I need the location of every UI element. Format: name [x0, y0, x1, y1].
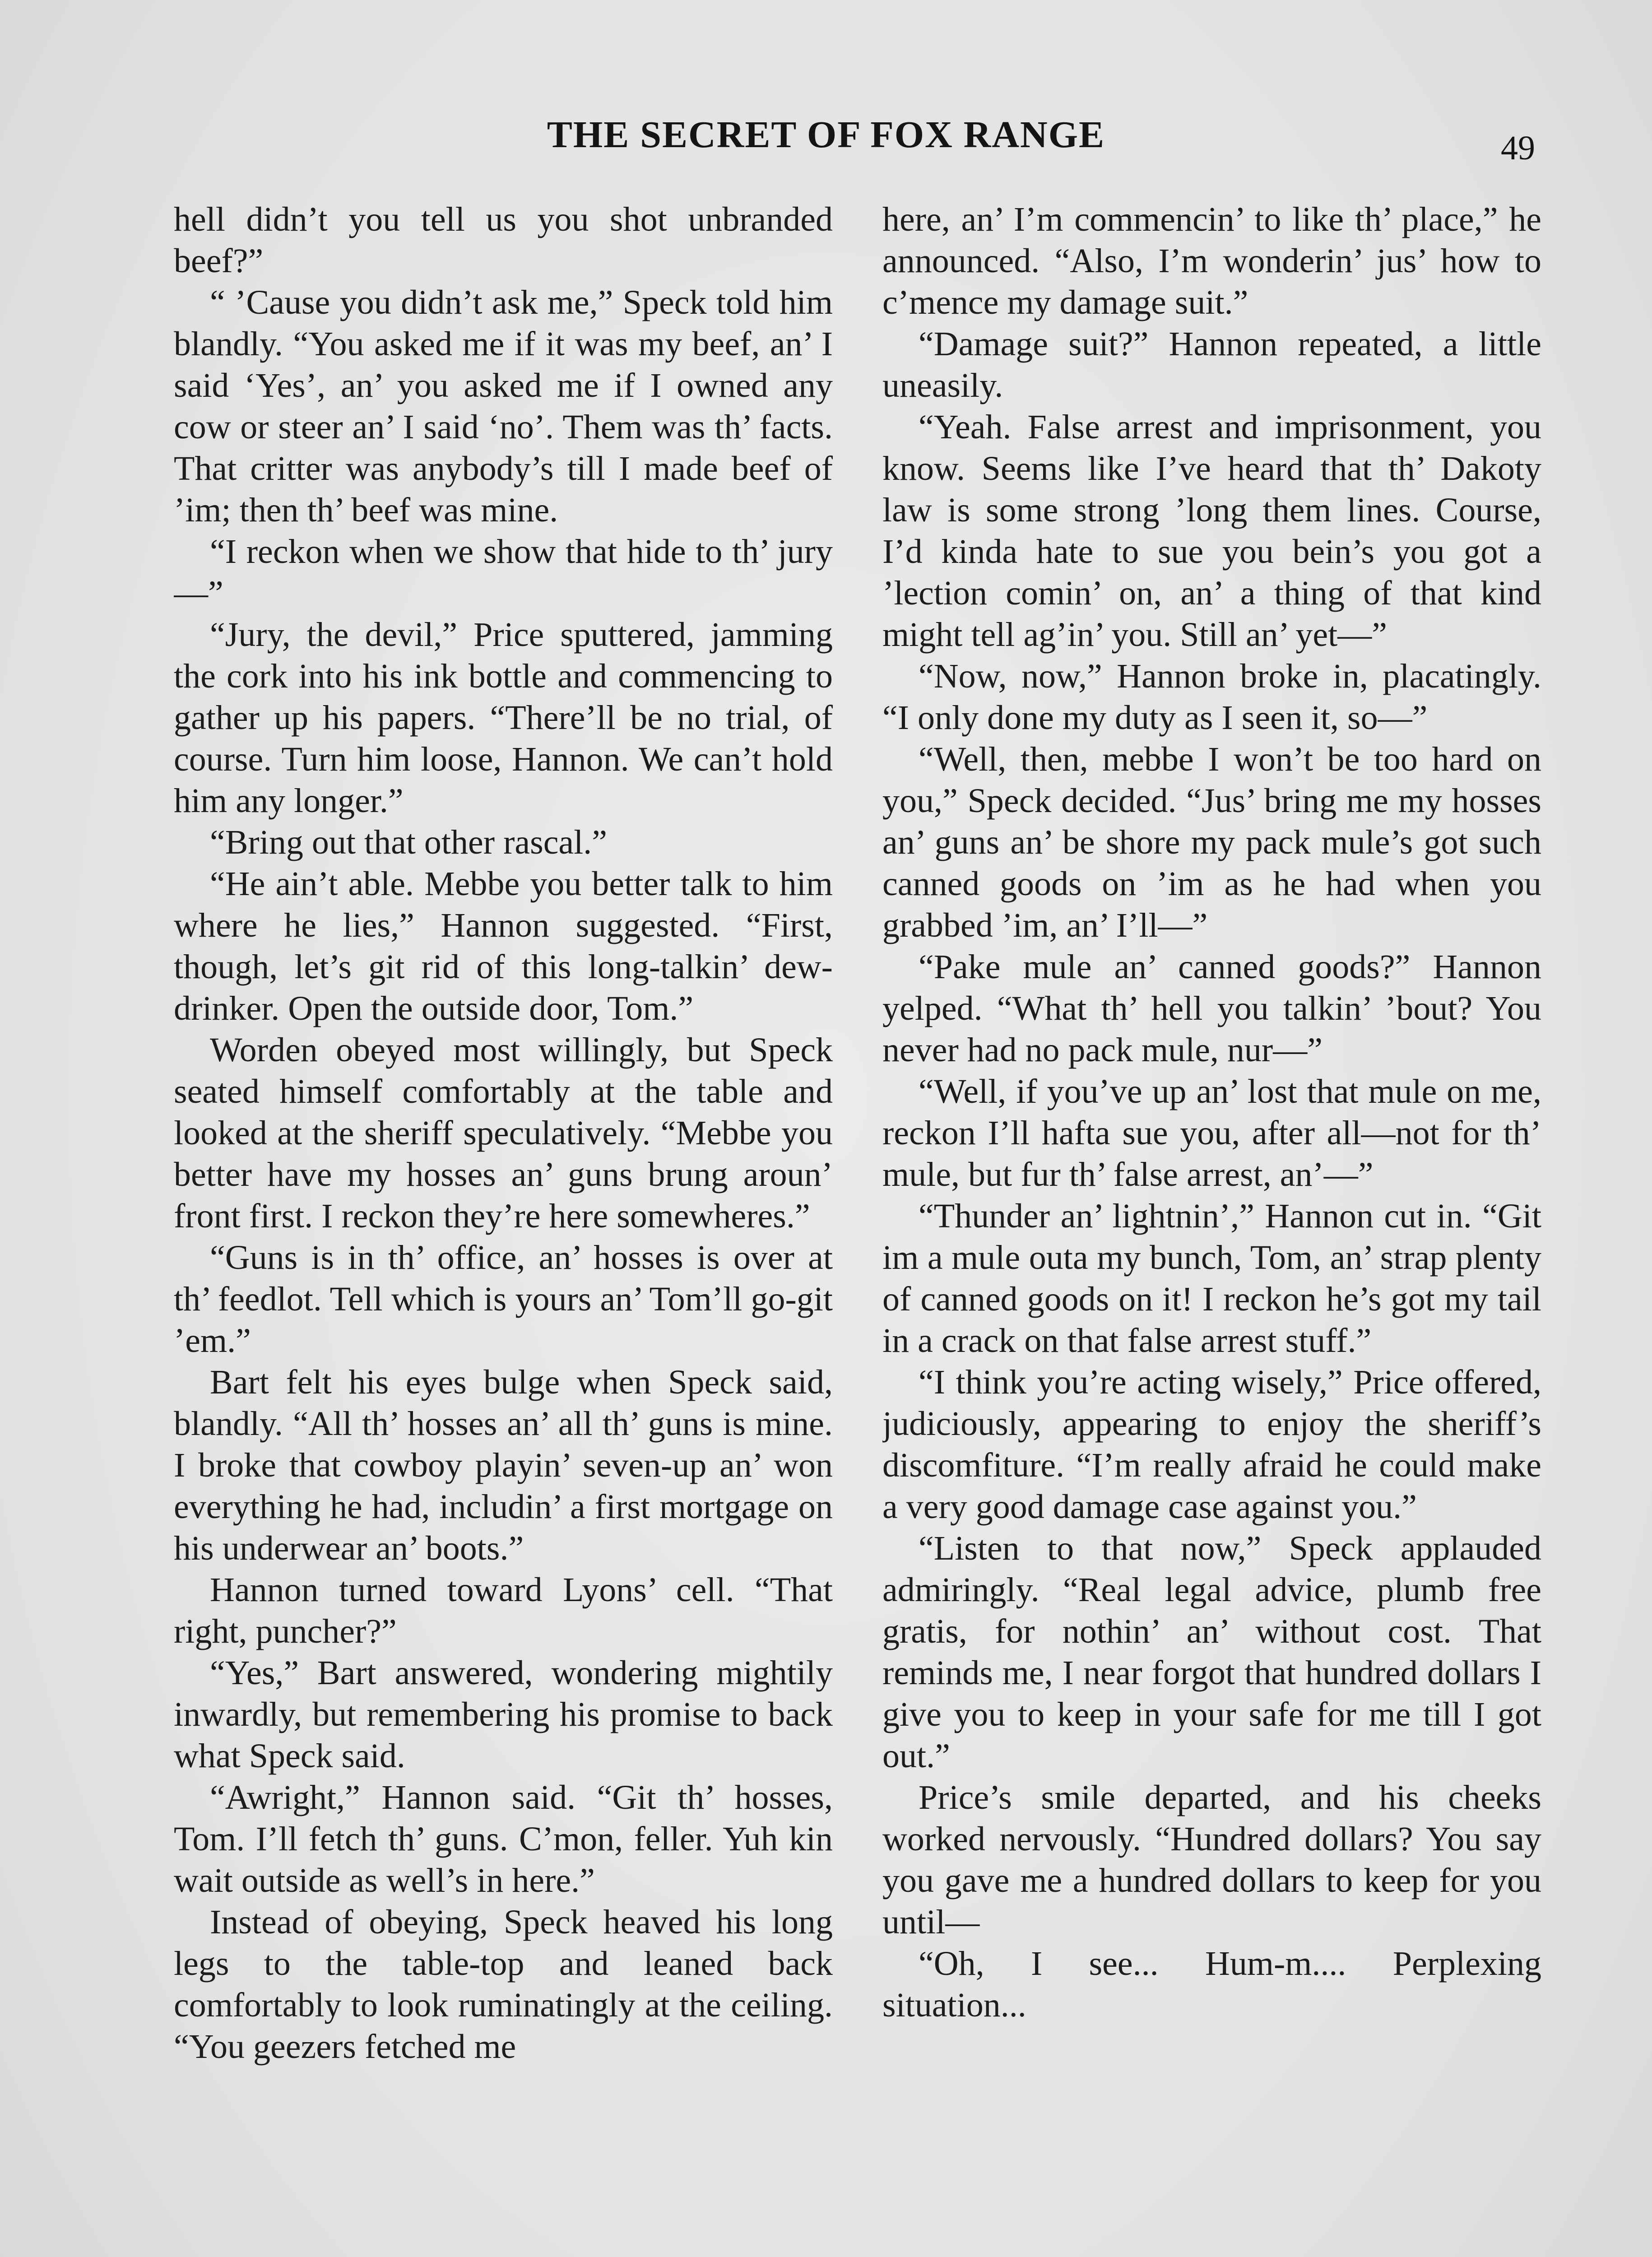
paragraph: “Pake mule an’ canned goods?” Hannon yelped. “What th’ hell you talkin’ ’bout? You never had no pack mule, nur—”: [882, 948, 1541, 1069]
paragraph: “Thunder an’ lightnin’,” Hannon cut in. “Git im a mule outa my bunch, Tom, an’ strap plenty of canned goods on it! I reckon he’s got my tail in a crack on that false arrest stuff.”: [882, 1197, 1541, 1360]
paragraph: “I think you’re acting wisely,” Price offered, judiciously, appearing to enjoy the sheriff’s discomfiture. “I’m really afraid he could make a very good damage case against you.”: [882, 1363, 1541, 1526]
left-text-column: [174, 199, 833, 2257]
page-number: 49: [1501, 129, 1535, 167]
paragraph: “Now, now,” Hannon broke in, placatingly. “I only done my duty as I seen it, so—”: [882, 657, 1541, 737]
paragraph: “Oh, I see... Hum-m.... Perplexing situation...: [882, 1945, 1541, 2024]
paragraph: hell didn’t you tell us you shot unbranded beef?”: [174, 200, 833, 280]
paragraph: here, an’ I’m commencin’ to like th’ place,” he announced. “Also, I’m wonderin’ jus’ how to c’mence my damage suit.”: [882, 200, 1541, 321]
paragraph: Worden obeyed most willingly, but Speck seated himself comfortably at the table and looked at the sheriff speculatively. “Mebbe you better have my hosses an’ guns brung aroun’ front first. I reckon they’re here somewheres.”: [174, 1031, 833, 1235]
paragraph: “I reckon when we show that hide to th’ jury—”: [174, 533, 833, 612]
paragraph: “Yes,” Bart answered, wondering mightily inwardly, but remembering his promise to back what Speck said.: [174, 1654, 833, 1775]
paragraph: “Jury, the devil,” Price sputtered, jamming the cork into his ink bottle and commencing to gather up his papers. “There’ll be no trial, of course. Turn him loose, Hannon. We can’t hold him any longer.”: [174, 616, 833, 820]
paragraph: “Well, if you’ve up an’ lost that mule on me, reckon I’ll hafta sue you, after all—not for th’ mule, but fur th’ false arrest, an’—”: [882, 1073, 1541, 1194]
paragraph: “Damage suit?” Hannon repeated, a little uneasily.: [882, 325, 1541, 404]
paragraph: “Yeah. False arrest and imprisonment, you know. Seems like I’ve heard that th’ Dakoty law is some strong ’long them lines. Course, I’d kinda hate to sue you bein’s you got a ’lection comin’ on, an’ a thing of that kind might tell ag’in’ you. Still an’ yet—”: [882, 408, 1541, 654]
paragraph: Instead of obeying, Speck heaved his long legs to the table-top and leaned back comfortably to look ruminatingly at the ceiling. “You geezers fetched me: [174, 1903, 833, 2066]
paragraph: “Awright,” Hannon said. “Git th’ hosses, Tom. I’ll fetch th’ guns. C’mon, feller. Yuh kin wait outside as well’s in here.”: [174, 1779, 833, 1899]
paragraph: “Listen to that now,” Speck applauded admiringly. “Real legal advice, plumb free gratis, for nothin’ an’ without cost. That reminds me, I near forgot that hundred dollars I give you to keep in your safe for me till I got out.”: [882, 1529, 1541, 1775]
paragraph: “ ’Cause you didn’t ask me,” Speck told him blandly. “You asked me if it was my beef, an’ I said ‘Yes’, an’ you asked me if I owned any cow or steer an’ I said ‘no’. Them was th’ facts. That critter was anybody’s till I made beef of ’im; then th’ beef was mine.: [174, 283, 833, 529]
running-title: THE SECRET OF FOX RANGE: [547, 114, 1105, 156]
paragraph: Price’s smile departed, and his cheeks worked nervously. “Hundred dollars? You say you gave me a hundred dollars to keep for you until—: [882, 1779, 1541, 1941]
paragraph: “Bring out that other rascal.”: [210, 823, 608, 861]
paragraph: “Well, then, mebbe I won’t be too hard on you,” Speck decided. “Jus’ bring me my hosses an’ guns an’ be shore my pack mule’s got such canned goods on ’im as he had when you grabbed ’im, an’ I’ll—”: [882, 740, 1541, 944]
paragraph: Hannon turned toward Lyons’ cell. “That right, puncher?”: [174, 1571, 833, 1650]
paragraph: “Guns is in th’ office, an’ hosses is over at th’ feedlot. Tell which is yours an’ Tom’ll go-git ’em.”: [174, 1239, 833, 1360]
paragraph: Bart felt his eyes bulge when Speck said, blandly. “All th’ hosses an’ all th’ guns is mine. I broke that cowboy playin’ seven-up an’ won everything he had, includin’ a first mortgage on his underwear an’ boots.”: [174, 1363, 833, 1567]
paragraph: “He ain’t able. Mebbe you better talk to him where he lies,” Hannon suggested. “First, though, let’s git rid of this long-talkin’ dew-drinker. Open the outside door, Tom.”: [174, 865, 833, 1027]
right-text-column: [882, 199, 1541, 2257]
